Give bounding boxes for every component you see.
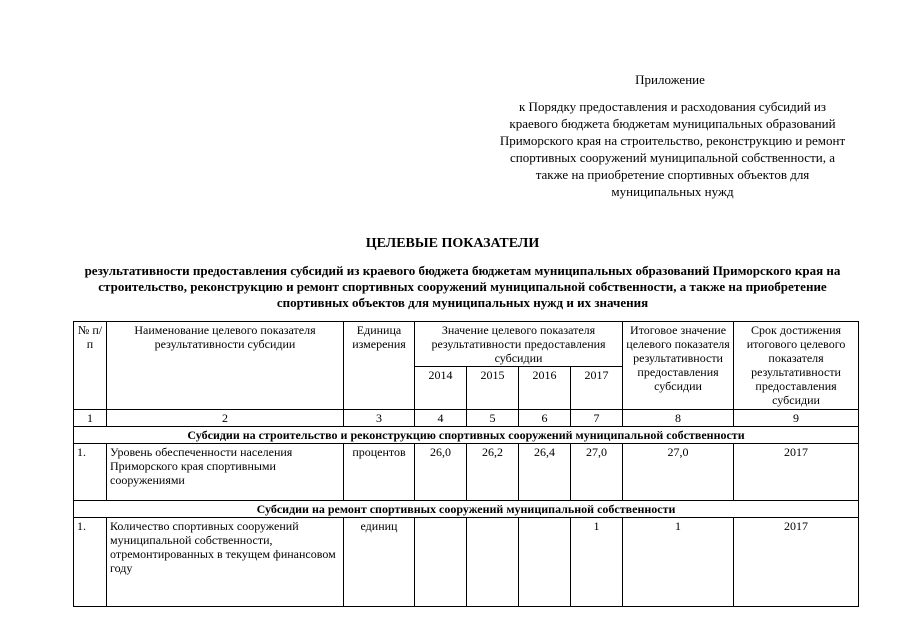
col-number: 5 [467,410,519,427]
section-title: Субсидии на строительство и реконструкцию спортивных сооружений муниципальной собственности [74,427,859,444]
row-num: 1. [74,518,107,607]
header-year: 2015 [467,367,519,410]
section-title: Субсидии на ремонт спортивных сооружений муниципальной собственности [74,501,859,518]
header-values: Значение целевого показателя результативности предоставления субсидии [415,322,623,367]
row-final: 27,0 [623,444,734,501]
indicators-table [73,321,859,607]
col-number: 9 [734,410,859,427]
col-number: 3 [344,410,415,427]
section-row [74,427,859,444]
col-number: 6 [519,410,571,427]
row-num: 1. [74,444,107,501]
table-row [74,518,859,607]
row-final: 1 [623,518,734,607]
header-name: Наименование целевого показателя результативности субсидии [107,322,344,410]
row-value-2015: 26,2 [467,444,519,501]
row-name: Количество спортивных сооружений муниципальной собственности, отремонтированных в текущем финансовом году [107,518,344,607]
header-num: № п/п [74,322,107,410]
col-number: 1 [74,410,107,427]
row-value-2014 [415,518,467,607]
header-year: 2016 [519,367,571,410]
appendix-title: Приложение [635,72,705,87]
header-unit: Единица измерения [344,322,415,410]
col-number: 8 [623,410,734,427]
header-final: Итоговое значение целевого показателя результативности предоставления субсидии [623,322,734,410]
col-number: 7 [571,410,623,427]
document-heading: ЦЕЛЕВЫЕ ПОКАЗАТЕЛИ [365,236,540,251]
row-value-2017: 1 [571,518,623,607]
row-value-2016: 26,4 [519,444,571,501]
row-value-2014: 26,0 [415,444,467,501]
header-year: 2017 [571,367,623,410]
appendix-text: к Порядку предоставления и расходования субсидий из краевого бюджета бюджетам муниципальных образований Приморского края на строительство, реконструкцию и ремонт спортивных сооружений муниципальной собственности, а также на приобретение спортивных объектов для муниципальных нужд [499,99,846,199]
row-unit: единиц [344,518,415,607]
header-row [74,322,859,367]
document-subheading: результативности предоставления субсидий из краевого бюджета бюджетам муниципальных образований Приморского края на строительство, реконструкцию и ремонт спортивных сооружений муниципальной собственности, а также на приобретение спортивных объектов для муниципальных нужд и их значения [84,263,841,310]
section-row [74,501,859,518]
header-deadline: Срок достижения итогового целевого показателя результативности предоставления субсидии [734,322,859,410]
row-deadline: 2017 [734,444,859,501]
row-value-2017: 27,0 [571,444,623,501]
header-year: 2014 [415,367,467,410]
col-number: 4 [415,410,467,427]
table-row [74,444,859,501]
column-numbers-row [74,410,859,427]
row-unit: процентов [344,444,415,501]
row-value-2016 [519,518,571,607]
row-name: Уровень обеспеченности населения Приморского края спортивными сооружениями [107,444,344,501]
col-number: 2 [107,410,344,427]
row-value-2015 [467,518,519,607]
row-deadline: 2017 [734,518,859,607]
